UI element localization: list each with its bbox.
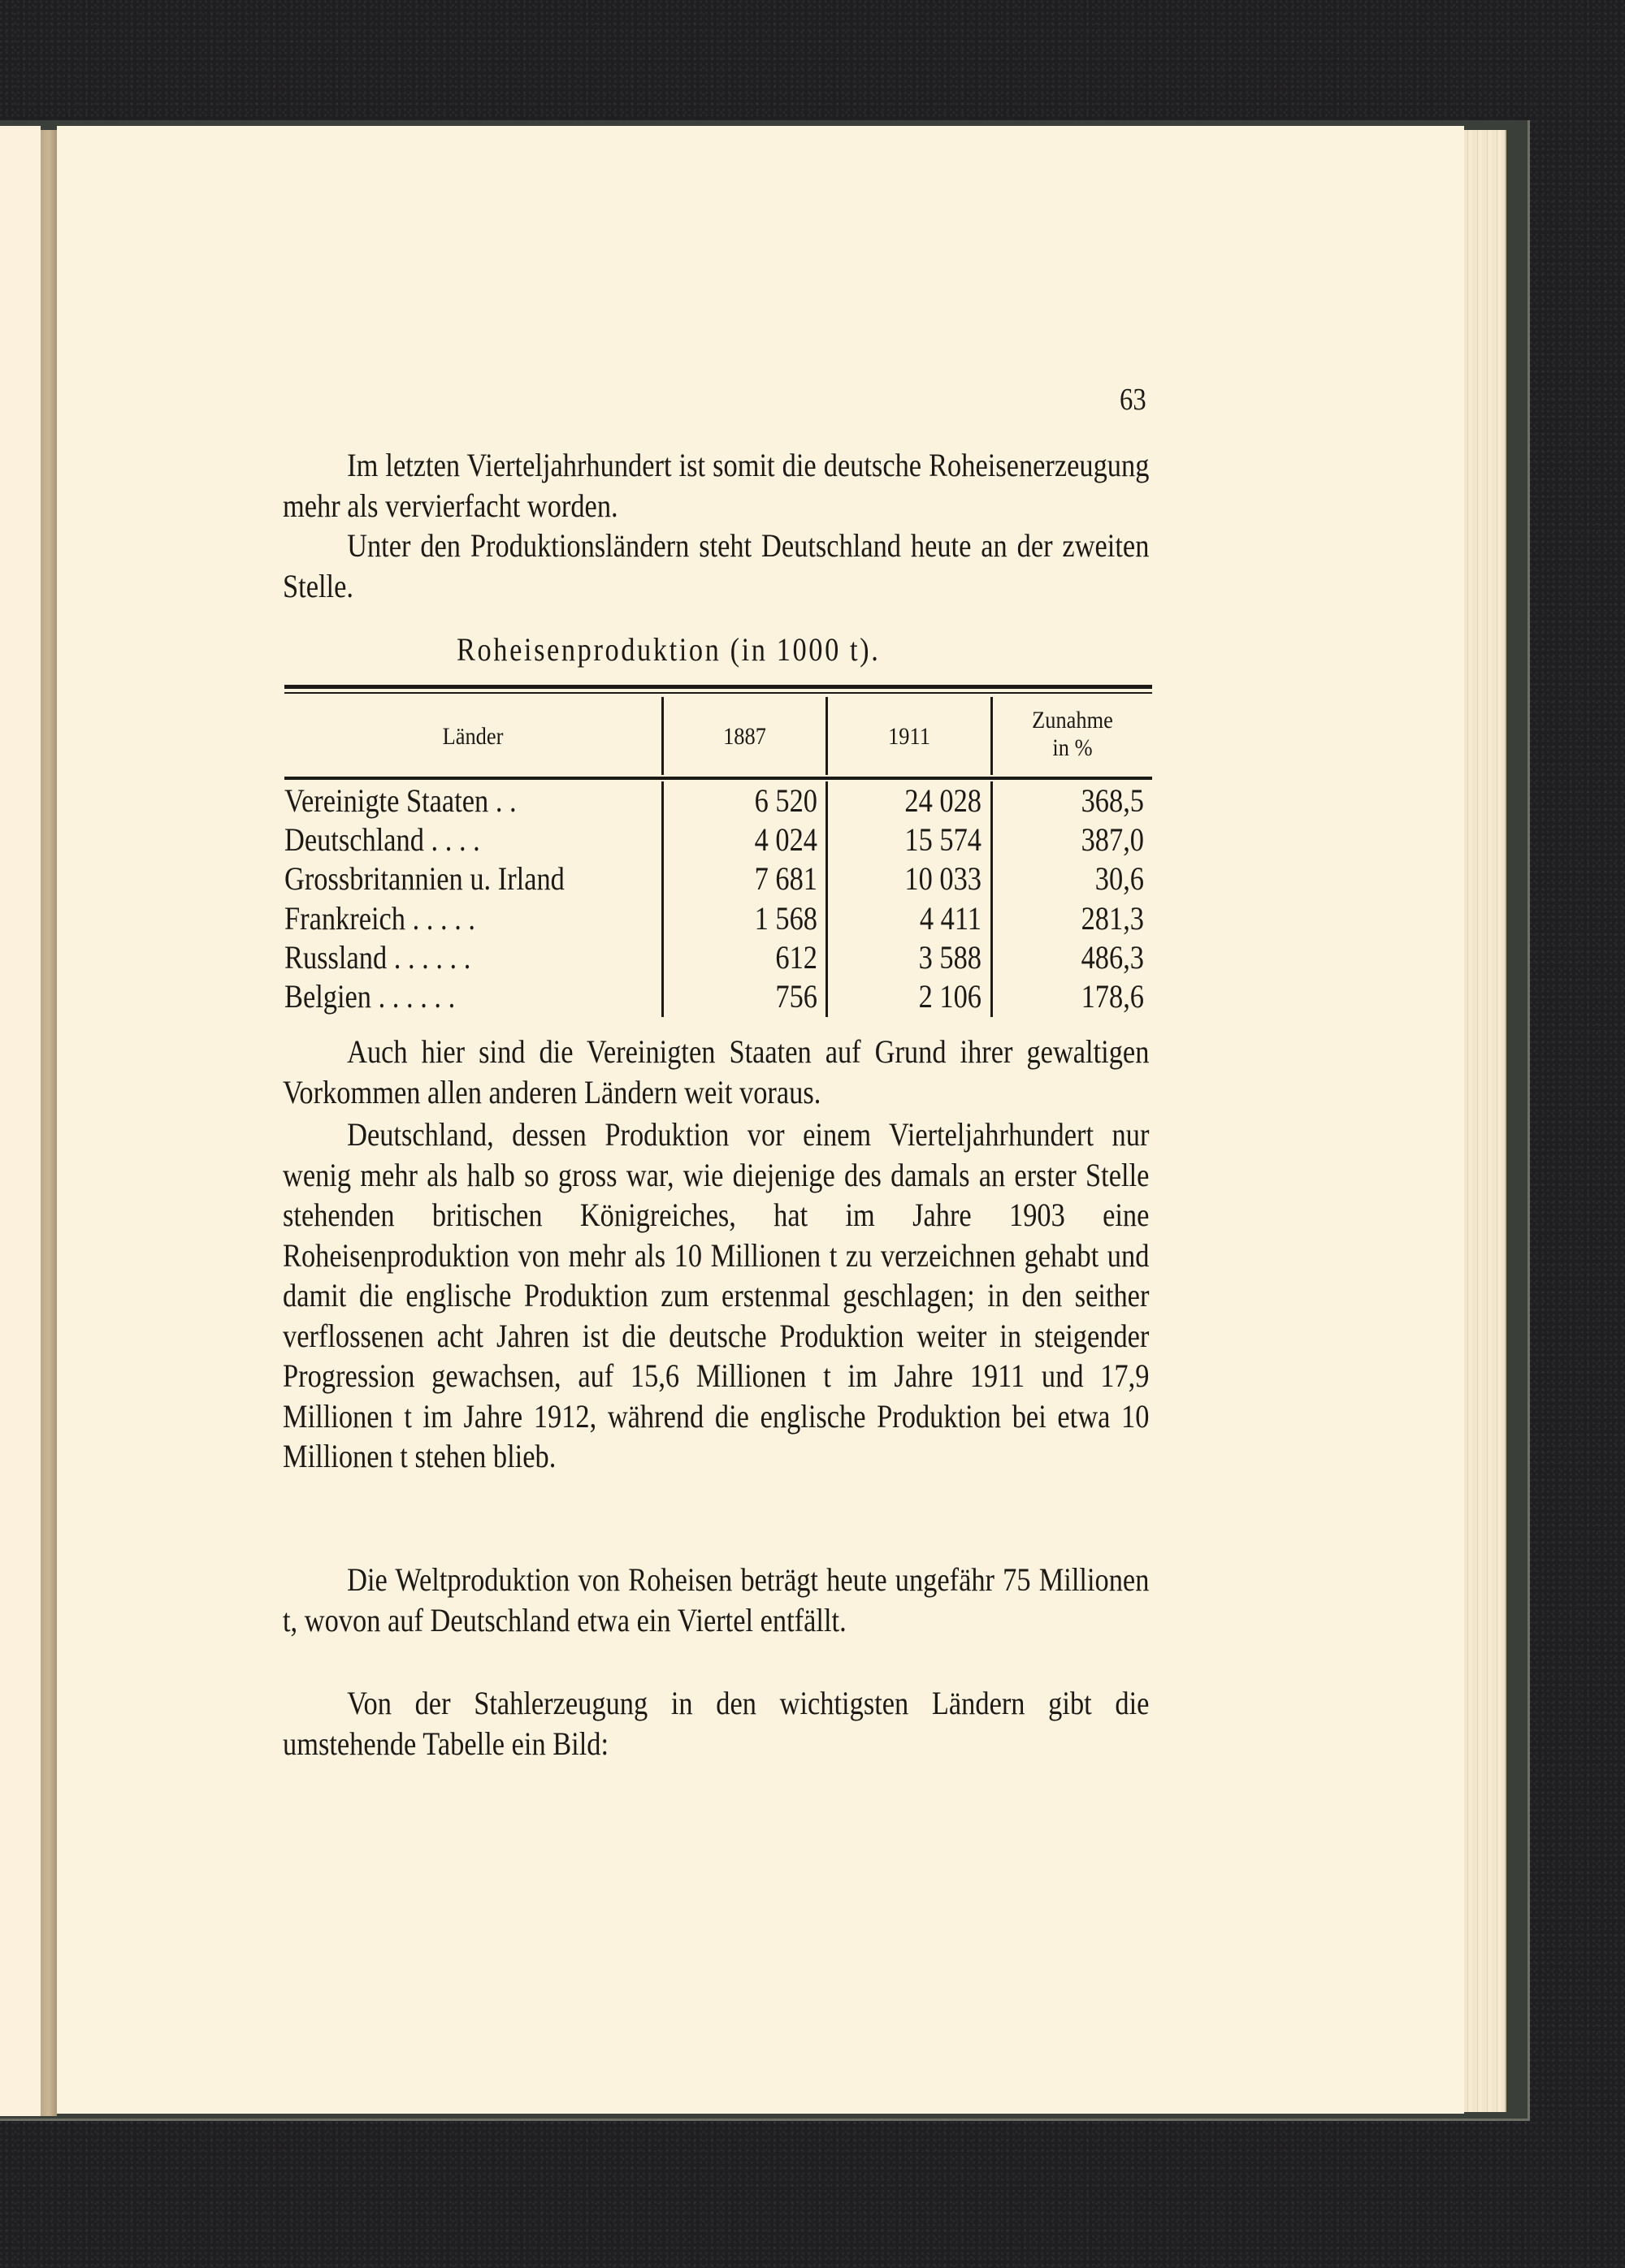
paragraph-2: Unter den Produktionsländern steht Deutschland heute an der zweiten Stelle. [283,527,1150,604]
table-top-rule-thin [284,692,1152,694]
cell-country: Russland . . . . . . [284,939,471,976]
table-row [284,820,1152,859]
cell-1911: 10 033 [904,860,982,897]
table-header-bottom-rule [284,777,1152,780]
paragraph-3: Auch hier sind die Vereinigten Staaten auf Grund ihrer gewaltigen Vorkommen allen anderen Ländern weit voraus. [283,1033,1150,1110]
table-row [284,977,1152,1016]
table-row [284,899,1152,938]
paragraph-4: Deutschland, dessen Produktion vor einem Vierteljahrhundert nur wenig mehr als halb so gross war, wie diejenige des damals an erster Stelle stehenden britischen Königreiches, hat im Jahre 1903 eine Roheisenproduktion von mehr als 10 Millionen t zu verzeichnen gehabt und damit die englische Produktion zum erstenmal geschlagen; in den seither verflossenen acht Jahren ist die deutsche Produktion weiter in steigender Progression gewachsen, auf 15,6 Millionen t im Jahre 1911 und 17,9 Millionen t im Jahre 1912, während die englische Produktion bei etwa 10 Millionen t stehen blieb. [283,1116,1150,1474]
table-title: Roheisenproduktion (in 1000 t). [457,631,881,668]
cell-growth: 387,0 [1081,821,1144,858]
cell-country: Frankreich . . . . . [284,900,476,937]
cell-1887: 1 568 [754,900,817,937]
cell-country: Belgien . . . . . . [284,978,456,1015]
table-row [284,938,1152,977]
cell-1887: 612 [775,939,817,976]
page-edges [1462,130,1506,2112]
cell-country: Vereinigte Staaten . . [284,782,517,819]
cell-growth: 281,3 [1081,900,1144,937]
header-1887: 1887 [723,723,766,750]
cell-growth: 368,5 [1081,782,1144,819]
cell-growth: 178,6 [1081,978,1144,1015]
column-divider [661,697,664,775]
left-page-edge [0,126,41,2116]
cell-growth: 30,6 [1094,860,1144,897]
header-growth-line2: in % [1052,734,1093,761]
cell-1911: 4 411 [919,900,982,937]
header-1911: 1911 [888,723,930,750]
column-divider [990,697,993,775]
cell-1887: 7 681 [754,860,817,897]
column-divider [826,697,828,775]
cell-1911: 2 106 [918,978,982,1015]
table-top-rule-thick [284,685,1152,689]
header-growth-line1: Zunahme [1032,707,1113,734]
paragraph-5: Die Weltproduktion von Roheisen beträgt heute ungefähr 75 Millionen t, wovon auf Deutschland etwa ein Viertel entfällt. [283,1561,1150,1638]
cell-1887: 4 024 [754,821,817,858]
cell-1911: 3 588 [918,939,982,976]
cell-1911: 15 574 [904,821,982,858]
page-number: 63 [1120,383,1146,417]
cell-1911: 24 028 [904,782,982,819]
cell-growth: 486,3 [1081,939,1144,976]
paragraph-6: Von der Stahlerzeugung in den wichtigsten Ländern gibt die umstehende Tabelle ein Bild: [283,1685,1150,1762]
cell-country: Deutschland . . . . [284,821,480,858]
cell-country: Grossbritannien u. Irland [284,860,565,897]
table-row [284,781,1152,820]
header-country: Länder [442,723,504,750]
cell-1887: 6 520 [754,782,817,819]
spine-gutter [41,130,57,2116]
table-row [284,859,1152,898]
paragraph-1: Im letzten Vierteljahrhundert ist somit die deutsche Roheisenerzeugung mehr als vervierfacht worden. [283,447,1150,524]
header-growth [1003,707,1142,762]
cell-1887: 756 [775,978,817,1015]
